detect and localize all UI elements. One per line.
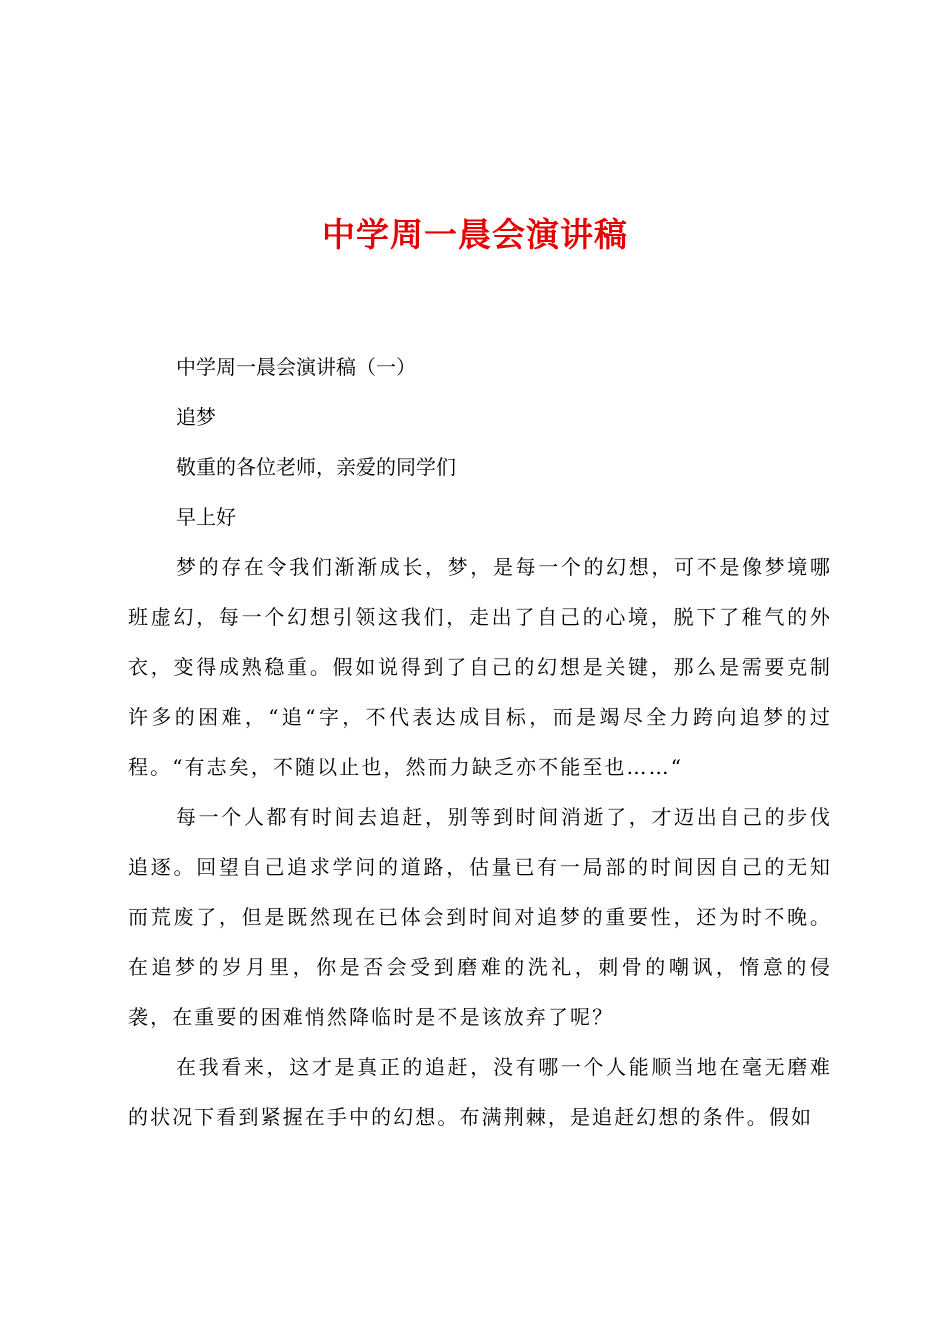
greeting-line: 早上好 xyxy=(176,505,236,529)
document-title: 中学周一晨会演讲稿 xyxy=(322,215,628,254)
body-paragraph: 在我看来，这才是真正的追赶，没有哪一个人能顺当地在毫无磨难的状况下看到紧握在手中的幻想。布满荆棘，是追赶幻想的条件。假如 xyxy=(128,1055,832,1129)
body-paragraph: 梦的存在令我们渐渐成长，梦，是每一个的幻想，可不是像梦境哪班虚幻，每一个幻想引领这我们，走出了自己的心境，脱下了稚气的外衣，变得成熟稳重。假如说得到了自己的幻想是关键，那么是需要克制许多的困难，“追“字，不代表达成目标，而是竭尽全力跨向追梦的过程。“有志矣，不随以止也，然而力缺乏亦不能至也……“ xyxy=(128,555,832,779)
body-paragraph: 每一个人都有时间去追赶，别等到时间消逝了，才迈出自己的步伐追逐。回望自己追求学问的道路，估量已有一局部的时间因自己的无知而荒废了，但是既然现在已体会到时间对追梦的重要性，还为时不晚。在追梦的岁月里，你是否会受到磨难的洗礼，刺骨的嘲讽，惰意的侵袭，在重要的困难悄然降临时是不是该放弃了呢？ xyxy=(128,805,832,1029)
speech-title-line: 追梦 xyxy=(176,405,216,429)
salutation-line: 敬重的各位老师，亲爱的同学们 xyxy=(176,455,456,479)
subtitle-line: 中学周一晨会演讲稿（一） xyxy=(176,355,416,379)
document-body xyxy=(128,342,832,1142)
